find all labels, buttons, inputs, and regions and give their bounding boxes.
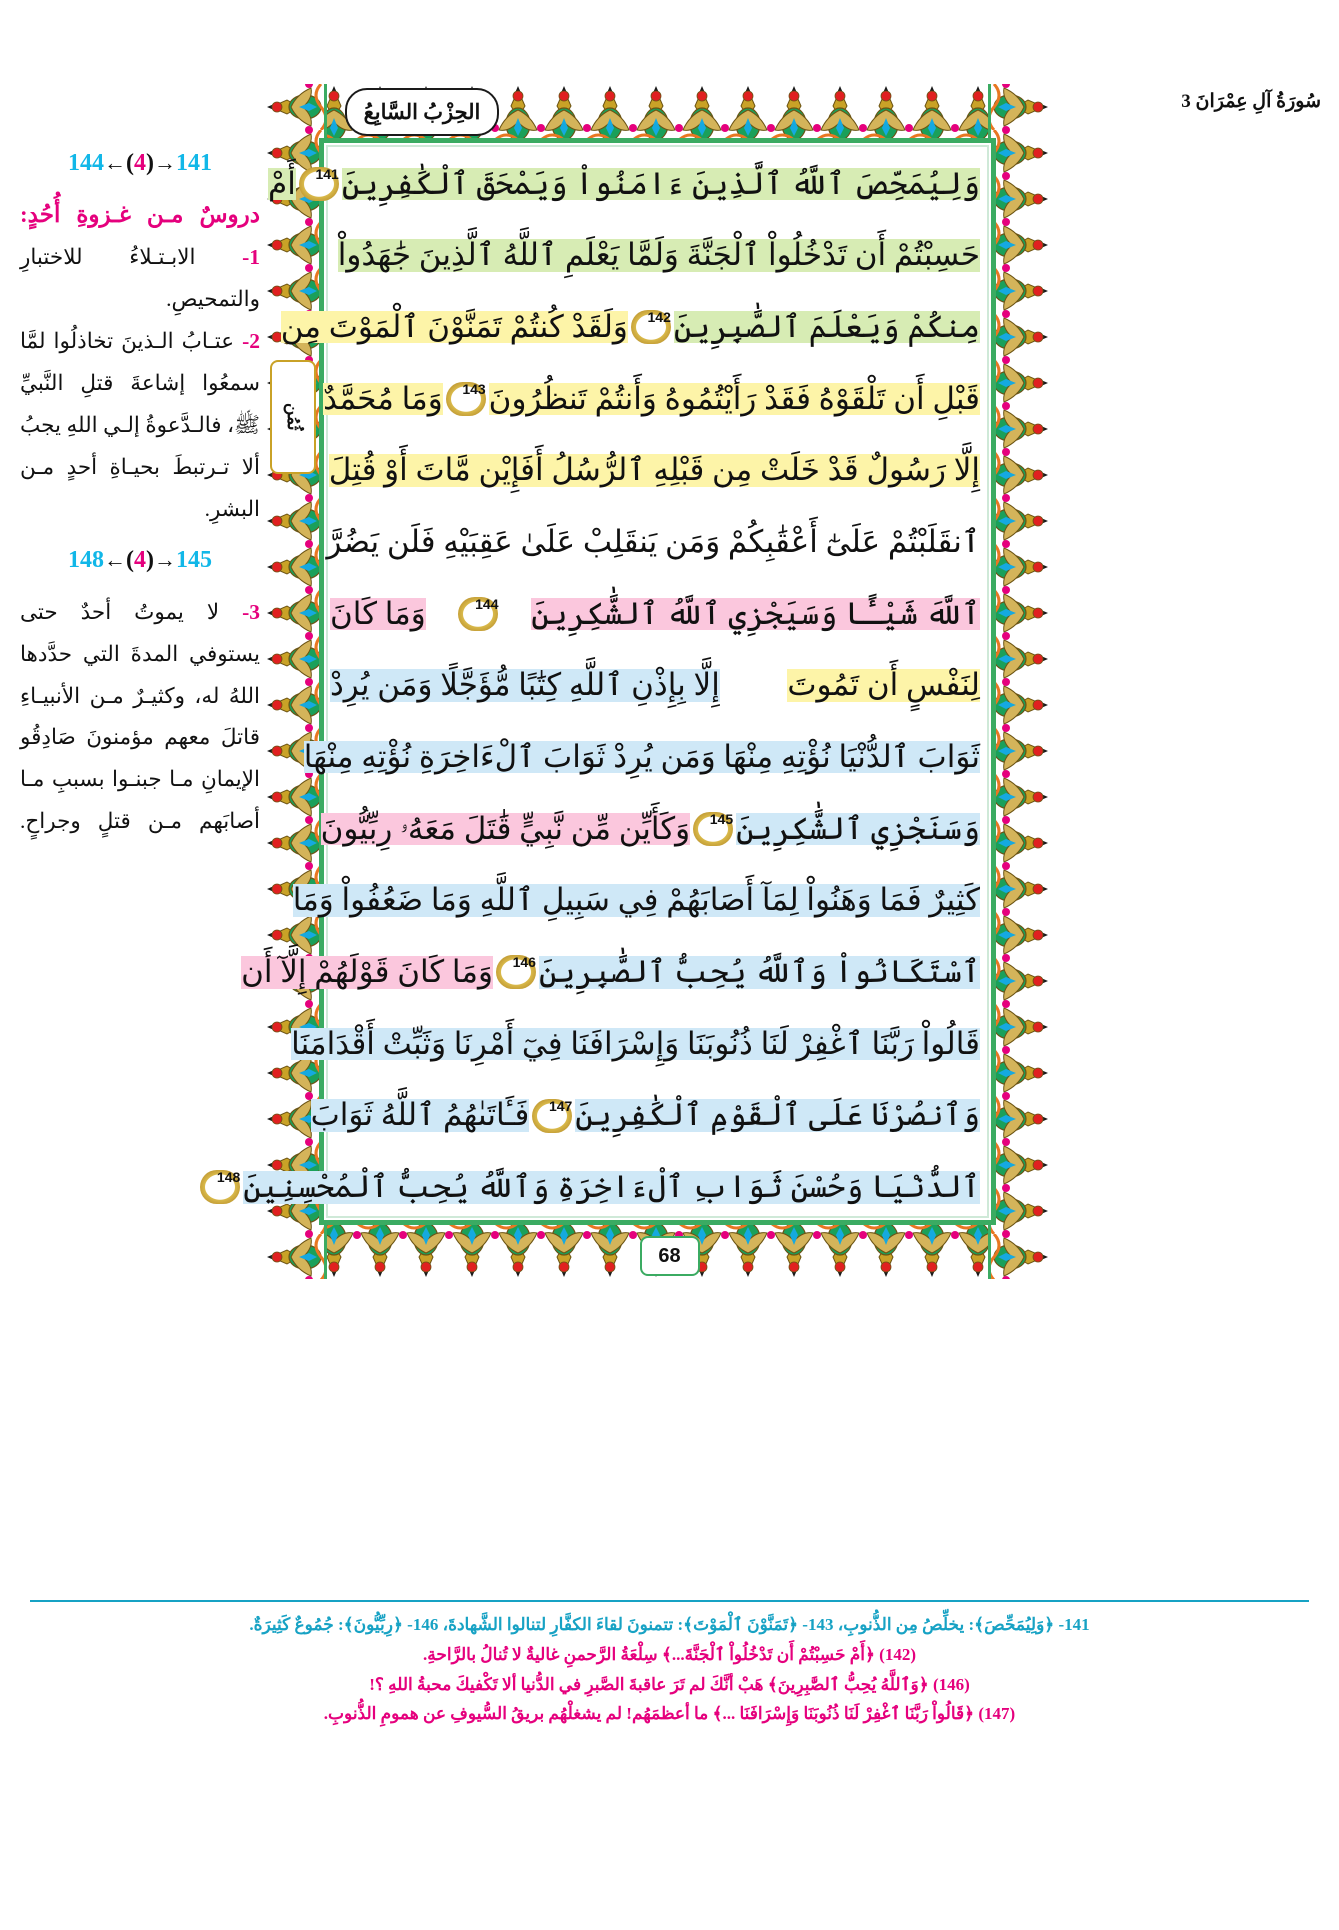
quran-line: [280, 291, 980, 363]
quran-line: [330, 435, 980, 507]
ayah-number-badge[interactable]: 145: [693, 812, 733, 846]
quran-text-segment: وَلَقَدْ كُنتُمْ تَمَنَّوْنَ ٱلْمَوْتَ مِن: [280, 308, 628, 344]
ayah-number-badge[interactable]: 147: [532, 1099, 572, 1133]
quran-text-segment: وَسَنَجْزِي ٱلشَّٰكِرِينَ: [736, 810, 980, 846]
quran-line: [323, 363, 980, 435]
sidebar-topic-title: دروسٌ مـن غـزوةِ أُحُدٍ:: [20, 202, 260, 227]
quran-text-segment: ٱللَّهَ شَيْـًٔا وَسَيَجْزِي ٱللَّهُ ٱلشَّٰكِرِينَ: [531, 595, 980, 631]
ornament-band-right: [988, 84, 1050, 1279]
quran-text-segment: وَمَا مُحَمَّدٌ: [323, 380, 443, 416]
sidebar-note-1-index: 1-: [242, 245, 260, 270]
arrow-left-icon-2: ←: [104, 546, 126, 572]
quran-text-segment: قَبْلِ أَن تَلْقَوْهُ فَقَدْ رَأَيْتُمُوهُ وَأَنتُمْ تَنظُرُونَ: [488, 380, 980, 416]
ayah-number-badge[interactable]: 143: [446, 382, 486, 416]
sidebar-note-2-index: 2-: [242, 329, 260, 354]
ayah-range-marker-top: [20, 150, 260, 177]
quran-text-segment: كَثِيرٌ فَمَا وَهَنُواْ لِمَآ أَصَابَهُمْ فِي سَبِيلِ ٱللَّهِ وَمَا ضَعُفُواْ وَمَا: [292, 882, 980, 918]
ayah-number-badge[interactable]: 148: [200, 1170, 240, 1204]
quran-line: [310, 1080, 980, 1152]
quran-line: [291, 1008, 980, 1080]
surah-label: سُورَةُ آلِ عِمْرَانَ 3: [1181, 91, 1321, 112]
quran-line: [292, 865, 980, 937]
quran-line: [330, 220, 980, 292]
quran-text-segment: وَمَا كَانَ قَوْلَهُمْ إِلَّآ أَن: [241, 953, 493, 989]
range-mid-number: 4: [134, 150, 146, 176]
footnote-line: (142) ﴿أَمْ حَسِبْتُمْ أَن تَدْخُلُواْ ٱلْجَنَّةَ...﴾ سِلْعَةُ الرَّحمنِ غاليةٌ لا تُنالُ بالرَّاحةِ.: [422, 1644, 916, 1664]
paren-close-2: ): [146, 546, 154, 573]
footnote-line: (146) ﴿وَٱللَّهُ يُحِبُّ ٱلصَّٰبِرِينَ﴾ هَبْ أنَّكَ لم تَرَ عاقبةَ الصَّبرِ في الدُّنيا ألا تَكْفيكَ محبةُ اللهِ ؟!: [369, 1674, 970, 1694]
quran-text-segment: وَكَأَيِّن مِّن نَّبِيٍّ قَٰتَلَ مَعَهُۥ رِبِّيُّونَ: [320, 810, 691, 846]
ayah-number-badge[interactable]: 141: [299, 167, 339, 201]
quran-line: [303, 721, 980, 793]
quran-text-segment: وَمَا كَانَ: [330, 595, 426, 631]
sidebar-spacer: [20, 531, 260, 547]
quran-text-segment: وَٱنصُرْنَا عَلَى ٱلْقَوْمِ ٱلْكَٰفِرِينَ: [575, 1097, 980, 1133]
quran-line: [330, 650, 980, 722]
range-left-number: 144: [68, 150, 104, 176]
sidebar-note-2: [20, 321, 260, 531]
thumn-marker: ثُمُن: [270, 360, 316, 474]
arrow-left-icon: ←: [104, 150, 126, 175]
paren-open: (: [126, 150, 134, 176]
page-number: 68: [640, 1236, 700, 1276]
ayah-number-badge[interactable]: 144: [458, 597, 498, 631]
footnote-line: (147) ﴿قَالُواْ رَبَّنَا ٱغْفِرْ لَنَا ذُنُوبَنَا وَإِسْرَافَنَا ...﴾ ما أعظمَهُم! لم يشغلْهُم بريقُ السُّيوفِ عن همومِ الذُّنوبِ.: [323, 1704, 1016, 1724]
hezb-label: الحِزْبُ السَّابِعُ: [345, 88, 499, 136]
range2-right-number: 145: [176, 546, 212, 573]
quran-text-segment: ٱلدُّنْيَا وَحُسْنَ ثَوَابِ ٱلْءَاخِرَةِ وَٱللَّهُ يُحِبُّ ٱلْمُحْسِنِينَ: [243, 1168, 980, 1204]
quran-line: [216, 1151, 980, 1223]
quran-line: [330, 578, 980, 650]
quran-text-segment: ثَوَابَ ٱلدُّنْيَا نُؤْتِهِ مِنْهَا وَمَن يُرِدْ ثَوَابَ ٱلْءَاخِرَةِ نُؤْتِهِ مِنْهَا: [303, 738, 980, 774]
range2-mid-number: 4: [134, 546, 146, 573]
sidebar-note-1: [20, 237, 260, 321]
sidebar-note-3: [20, 592, 260, 844]
commentary-sidebar: [20, 150, 260, 1300]
footnote-line: 141- ﴿وَلِيُمَحِّصَ﴾: يخلِّصُ مِن الذُّنوبِ، 143- ﴿تَمَنَّوْنَ ٱلْمَوْتَ﴾: تتمنونَ لقاءَ الكفَّارِ لتنالوا الشَّهادةَ، 146- ﴿رِبِّيُّونَ﴾: جُمُوعٌ كَثِيرَةٌ.: [249, 1615, 1090, 1634]
quran-text-segment: قَالُواْ رَبَّنَا ٱغْفِرْ لَنَا ذُنُوبَنَا وَإِسْرَافَنَا فِيٓ أَمْرِنَا وَثَبِّتْ أَقْدَامَنَا: [291, 1025, 980, 1061]
quran-line: [320, 793, 980, 865]
footnote-divider: [30, 1600, 1309, 1602]
quran-text-segment: إِلَّا رَسُولٌ قَدْ خَلَتْ مِن قَبْلِهِ ٱلرُّسُلُ أَفَإِيْن مَّاتَ أَوْ قُتِلَ: [328, 452, 980, 488]
sidebar-note-3-text: لا يموتُ أحدٌ حتى يستوفي المدةَ التي حدَّدها اللهُ له، وكثيـرٌ مـن الأنبيـاءِ قاتلَ معهم مؤمنونَ صَادِقُو الإيمانِ مـا جبنـوا بسببِ مـا أصابَهم مـن قتلٍ وجراحٍ.: [20, 599, 260, 834]
paren-close: ): [146, 150, 154, 176]
quran-line: [268, 148, 980, 220]
quran-text-segment: ٱنقَلَبْتُمْ عَلَىٰٓ أَعْقَٰبِكُمْ وَمَن يَنقَلِبْ عَلَىٰ عَقِبَيْهِ فَلَن يَضُرَّ: [326, 523, 980, 559]
quran-text-segment: وَلِيُمَحِّصَ ٱللَّهُ ٱلَّذِينَ ءَامَنُواْ وَيَمْحَقَ ٱلْكَٰفِرِينَ: [341, 165, 980, 201]
quran-line: [241, 936, 980, 1008]
quran-text-segment: إِلَّا بِإِذْنِ ٱللَّهِ كِتَٰبًا مُّؤَجَّلًا وَمَن يُرِدْ: [330, 667, 720, 703]
quran-text-segment: فَـَٔاتَىٰهُمُ ٱللَّهُ ثَوَابَ: [310, 1097, 530, 1133]
quran-text-segment: مِنكُمْ وَيَعْلَمَ ٱلصَّٰبِرِينَ: [673, 308, 980, 344]
quran-text-segment: لِنَفْسٍ أَن تَمُوتَ: [787, 667, 980, 703]
ayah-number-badge[interactable]: 146: [496, 955, 536, 989]
range2-left-number: 148: [68, 546, 104, 573]
sidebar-note-1-text: الابـتـلاءُ للاختبارِ والتمحيصِ.: [20, 245, 260, 312]
footnote-list: [30, 1610, 1309, 1729]
ayah-number-badge[interactable]: 142: [631, 310, 671, 344]
arrow-right-icon: →: [154, 150, 176, 175]
quran-line: [326, 506, 980, 578]
quran-text-segment: حَسِبْتُمْ أَن تَدْخُلُواْ ٱلْجَنَّةَ وَلَمَّا يَعْلَمِ ٱللَّهُ ٱلَّذِينَ جَٰهَدُواْ: [337, 237, 980, 273]
sidebar-note-2-text: عتـابُ الـذينَ تخاذلُوا لمَّا سمعُوا إشاعةَ قتلِ النَّبيِّ ﷺ، فالـدَّعوةُ إلـي اللهِ يجبُ ألا تـرتبطَ بحيـاةِ أحدٍ مـن البشرِ.: [20, 329, 260, 521]
arrow-right-icon-2: →: [154, 546, 176, 572]
range-right-number: 141: [176, 150, 212, 176]
footnotes-section: [30, 1600, 1309, 1729]
quran-text-segment: أَمْ: [268, 165, 296, 201]
ayah-range-marker-bottom: [20, 547, 260, 574]
sidebar-note-3-index: 3-: [242, 599, 260, 624]
quran-text-segment: ٱسْتَكَانُواْ وَٱللَّهُ يُحِبُّ ٱلصَّٰبِرِينَ: [538, 953, 980, 989]
paren-open-2: (: [126, 546, 134, 573]
